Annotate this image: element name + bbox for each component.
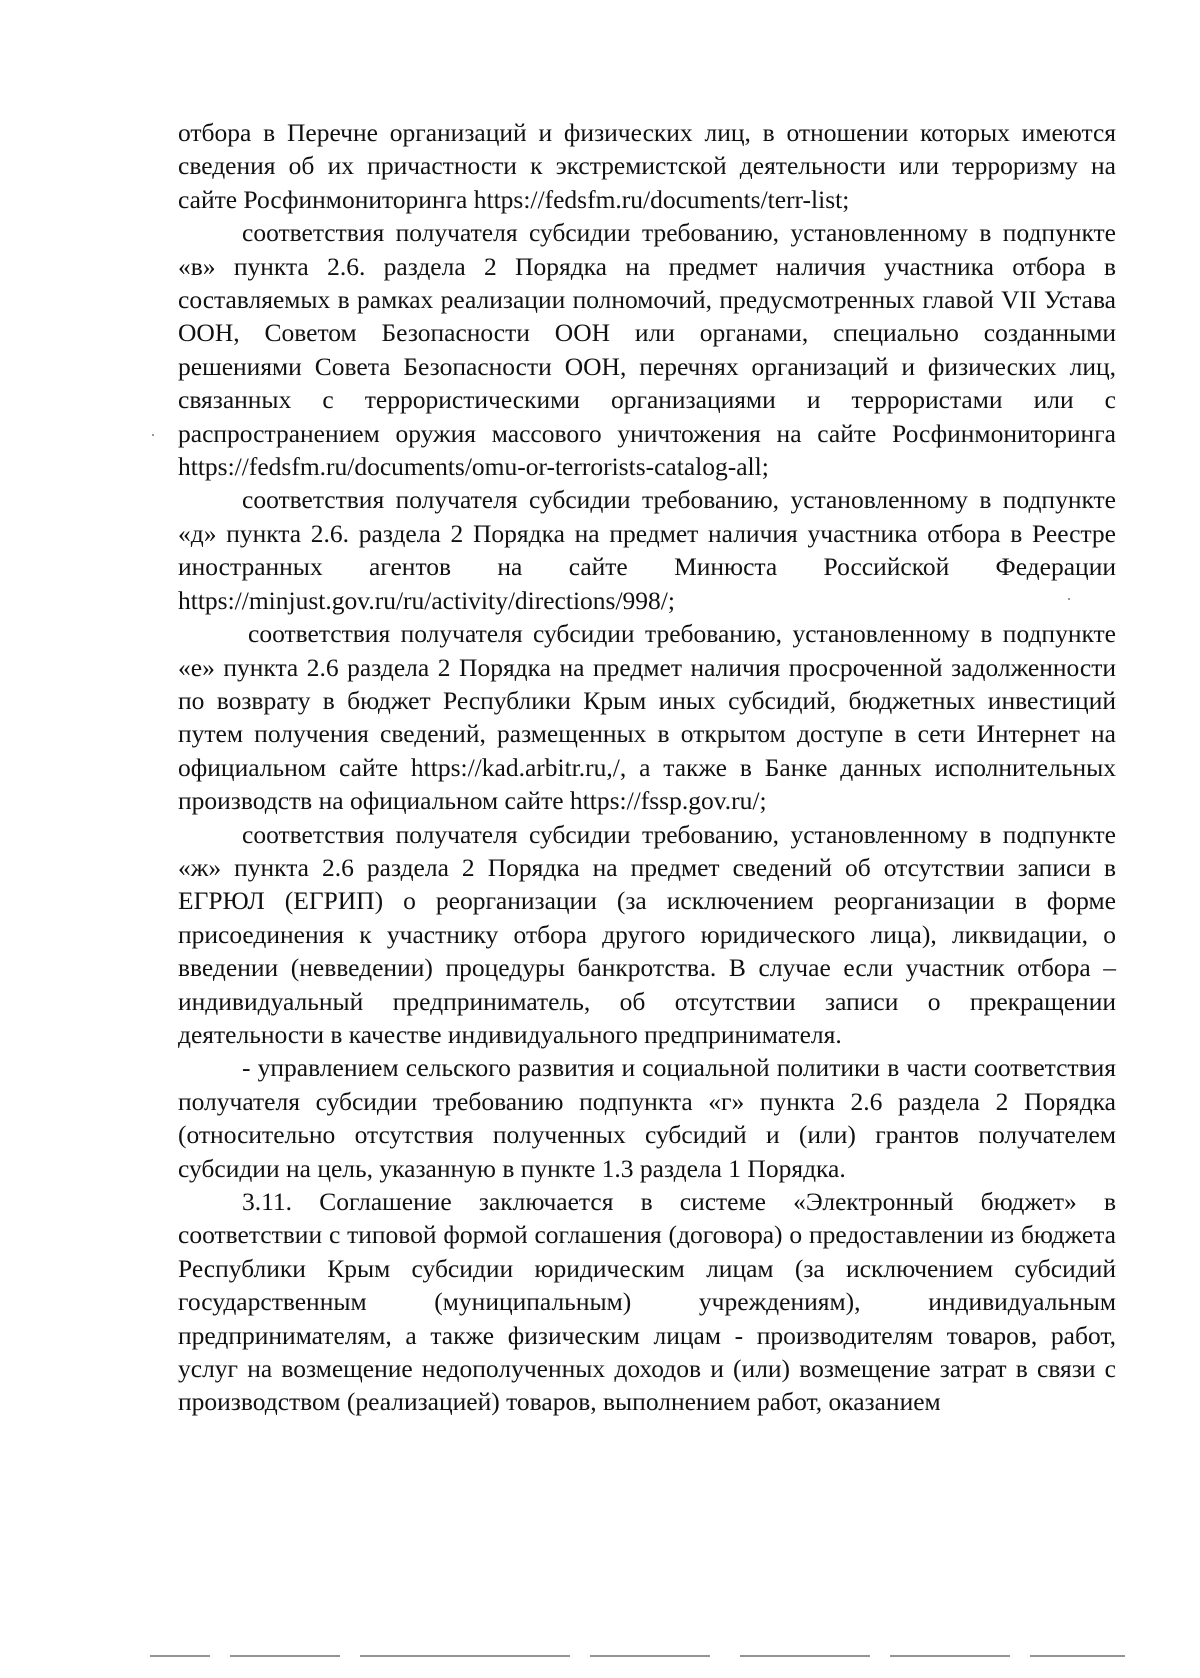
paragraph-continuation: отбора в Перечне организаций и физических лиц, в отношении которых имеются сведения об их причастности к экстремистской деятельности или терроризму на сайте Росфинмониторинга https://fedsfm.ru/documents/terr-list;	[178, 118, 1116, 214]
document-body	[178, 116, 1116, 1419]
paragraph-egrul-check: соответствия получателя субсидии требованию, установленному в подпункте «ж» пункта 2.6 раздела 2 Порядка на предмет сведений об отсутствии записи в ЕГРЮЛ (ЕГРИП) о реорганизации (за исключением реорганизации в форме присоединения к участнику отбора другого юридического лица), ликвидации, о введении (невведении) процедуры банкротства. В случае если участник отбора – индивидуальный предприниматель, об отсутствии записи о прекращении деятельности в качестве индивидуального предпринимателя.	[178, 819, 1116, 1049]
paragraph-foreign-agents-check: соответствия получателя субсидии требованию, установленному в подпункте «д» пункта 2.6. раздела 2 Порядка на предмет наличия участника отбора в Реестре иностранных агентов на сайте Минюста Российской Федерации https://minjust.gov.ru/ru/activity/directions/998/;	[178, 485, 1116, 615]
scan-speck	[152, 434, 154, 436]
paragraph-agreement-3-11: 3.11. Соглашение заключается в системе «Электронный бюджет» в соответствии с типовой формой соглашения (договора) о предоставлении из бюджета Республики Крым субсидии юридическим лицам (за исключением субсидий государственным (муниципальным) учреждениям), индивидуальным предпринимателям, а также физическим лицам - производителям товаров, работ, услуг на возмещение недополученных доходов и (или) возмещение затрат в связи с производством (реализацией) товаров, выполнением работ, оказанием	[178, 1187, 1116, 1417]
paragraph-debt-check: соответствия получателя субсидии требованию, установленному в подпункте «е» пункта 2.6 раздела 2 Порядка на предмет наличия просроченной задолженности по возврату в бюджет Республики Крым иных субсидий, бюджетных инвестиций путем получения сведений, размещенных в открытом доступе в сети Интернет на официальном сайте https://kad.arbitr.ru,/, а также в Банке данных исполнительных производств на официальном сайте https://fssp.gov.ru/;	[178, 619, 1116, 816]
page-bottom-scan-line	[150, 1655, 1130, 1657]
scan-speck	[1068, 598, 1070, 600]
scan-line-dashes	[150, 1655, 1130, 1657]
paragraph-fedsfm-omu-check: соответствия получателя субсидии требованию, установленному в подпункте «в» пункта 2.6. раздела 2 Порядка на предмет наличия участника отбора в составляемых в рамках реализации полномочий, предусмотренных главой VII Устава ООН, Советом Безопасности ООН или органами, специально созданными решениями Совета Безопасности ООН, перечнях организаций и физических лиц, связанных с террористическими организациями и террористами или с распространением оружия массового уничтожения на сайте Росфинмониторинга https://fedsfm.ru/documents/omu-or-terrorists-catalog-all;	[178, 218, 1116, 482]
paragraph-rural-development-check: - управлением сельского развития и социальной политики в части соответствия получателя субсидии требованию подпункта «г» пункта 2.6 раздела 2 Порядка (относительно отсутствия полученных субсидий и (или) грантов получателем субсидии на цель, указанную в пункте 1.3 раздела 1 Порядка.	[178, 1053, 1116, 1183]
